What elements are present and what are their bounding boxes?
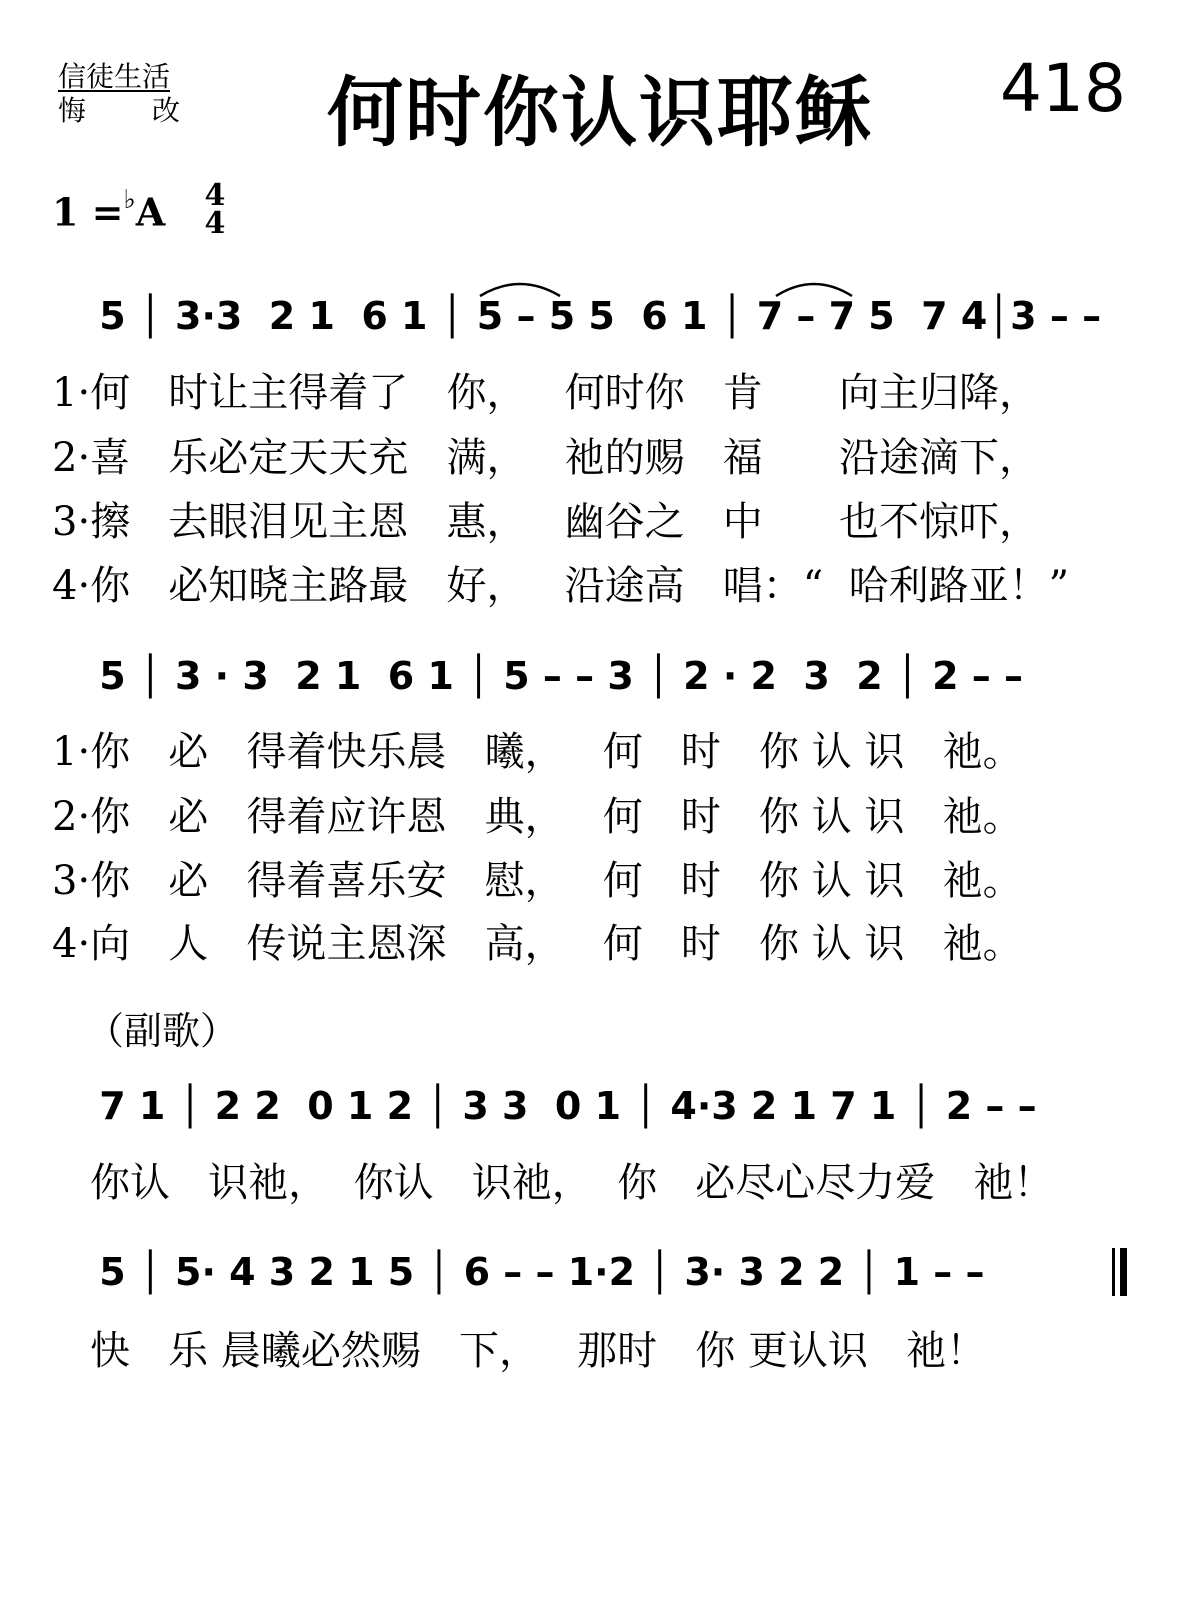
key-name: A <box>135 189 166 235</box>
lyric-line-2-3: 3·你 必 得着喜乐安 慰， 何 时 你 认 识 祂。 <box>52 858 1023 904</box>
flat-symbol: ♭ <box>123 184 136 215</box>
subcategory-right: 改 <box>151 94 180 127</box>
key-signature <box>52 178 226 244</box>
category-label: 信徒生活 <box>58 60 171 93</box>
lyric-line-4-1: 快 乐 晨曦必然赐 下， 那时 你 更认识 祂！ <box>90 1328 987 1374</box>
lyric-line-2-1: 1·你 必 得着快乐晨 曦， 何 时 你 认 识 祂。 <box>52 729 1023 775</box>
time-signature-top: 4 <box>204 178 226 213</box>
key-prefix: 1 = <box>52 189 124 235</box>
notation-line-3: 7 1 │ 2 2 0 1 2 │ 3 3 0 1 │ 4·3 2 1 7 1 │ 2 – – <box>86 1084 1037 1128</box>
final-barline <box>1112 1248 1126 1296</box>
notation-line-4: 5 │ 5· 4 3 2 1 5 │ 6 – – 1·2 │ 3· 3 2 2 │ 1 – – <box>86 1250 985 1294</box>
hymn-title: 何时你认识耶稣 <box>327 68 873 157</box>
notation-line-2: 5 │ 3 · 3 2 1 6 1 │ 5 – – 3 │ 2 · 2 3 2 │ 2 – – <box>86 654 1023 698</box>
time-signature <box>204 178 226 241</box>
lyric-line-1-1: 1·何 时让主得着了 你， 何时你 肯 向主归降， <box>52 370 1040 416</box>
lyric-line-1-3: 3·擦 去眼泪见主恩 惠， 幽谷之 中 也不惊吓， <box>52 499 1040 545</box>
lyric-line-1-2: 2·喜 乐必定天天充 满， 祂的赐 福 沿途滴下， <box>52 435 1040 481</box>
lyric-line-3-1: 你认 识祂， 你认 识祂， 你 必尽心尽力爱 祂！ <box>90 1160 1054 1206</box>
chorus-label: （副歌） <box>86 1009 239 1053</box>
lyric-line-1-4: 4·你 必知晓主路最 好， 沿途高 唱：“ 哈利路亚！” <box>52 563 1070 609</box>
hymn-number: 418 <box>1000 50 1126 127</box>
notation-line-1: 5 │ 3·3 2 1 6 1 │ 5 – 5 5 6 1 │ 7 – 7 5 7 4│3 – – <box>86 294 1102 338</box>
time-signature-bottom: 4 <box>204 206 226 241</box>
lyric-line-2-2: 2·你 必 得着应许恩 典， 何 时 你 认 识 祂。 <box>52 794 1023 840</box>
subcategory-left: 悔 <box>58 94 87 127</box>
lyric-line-2-4: 4·向 人 传说主恩深 高， 何 时 你 认 识 祂。 <box>52 921 1023 967</box>
